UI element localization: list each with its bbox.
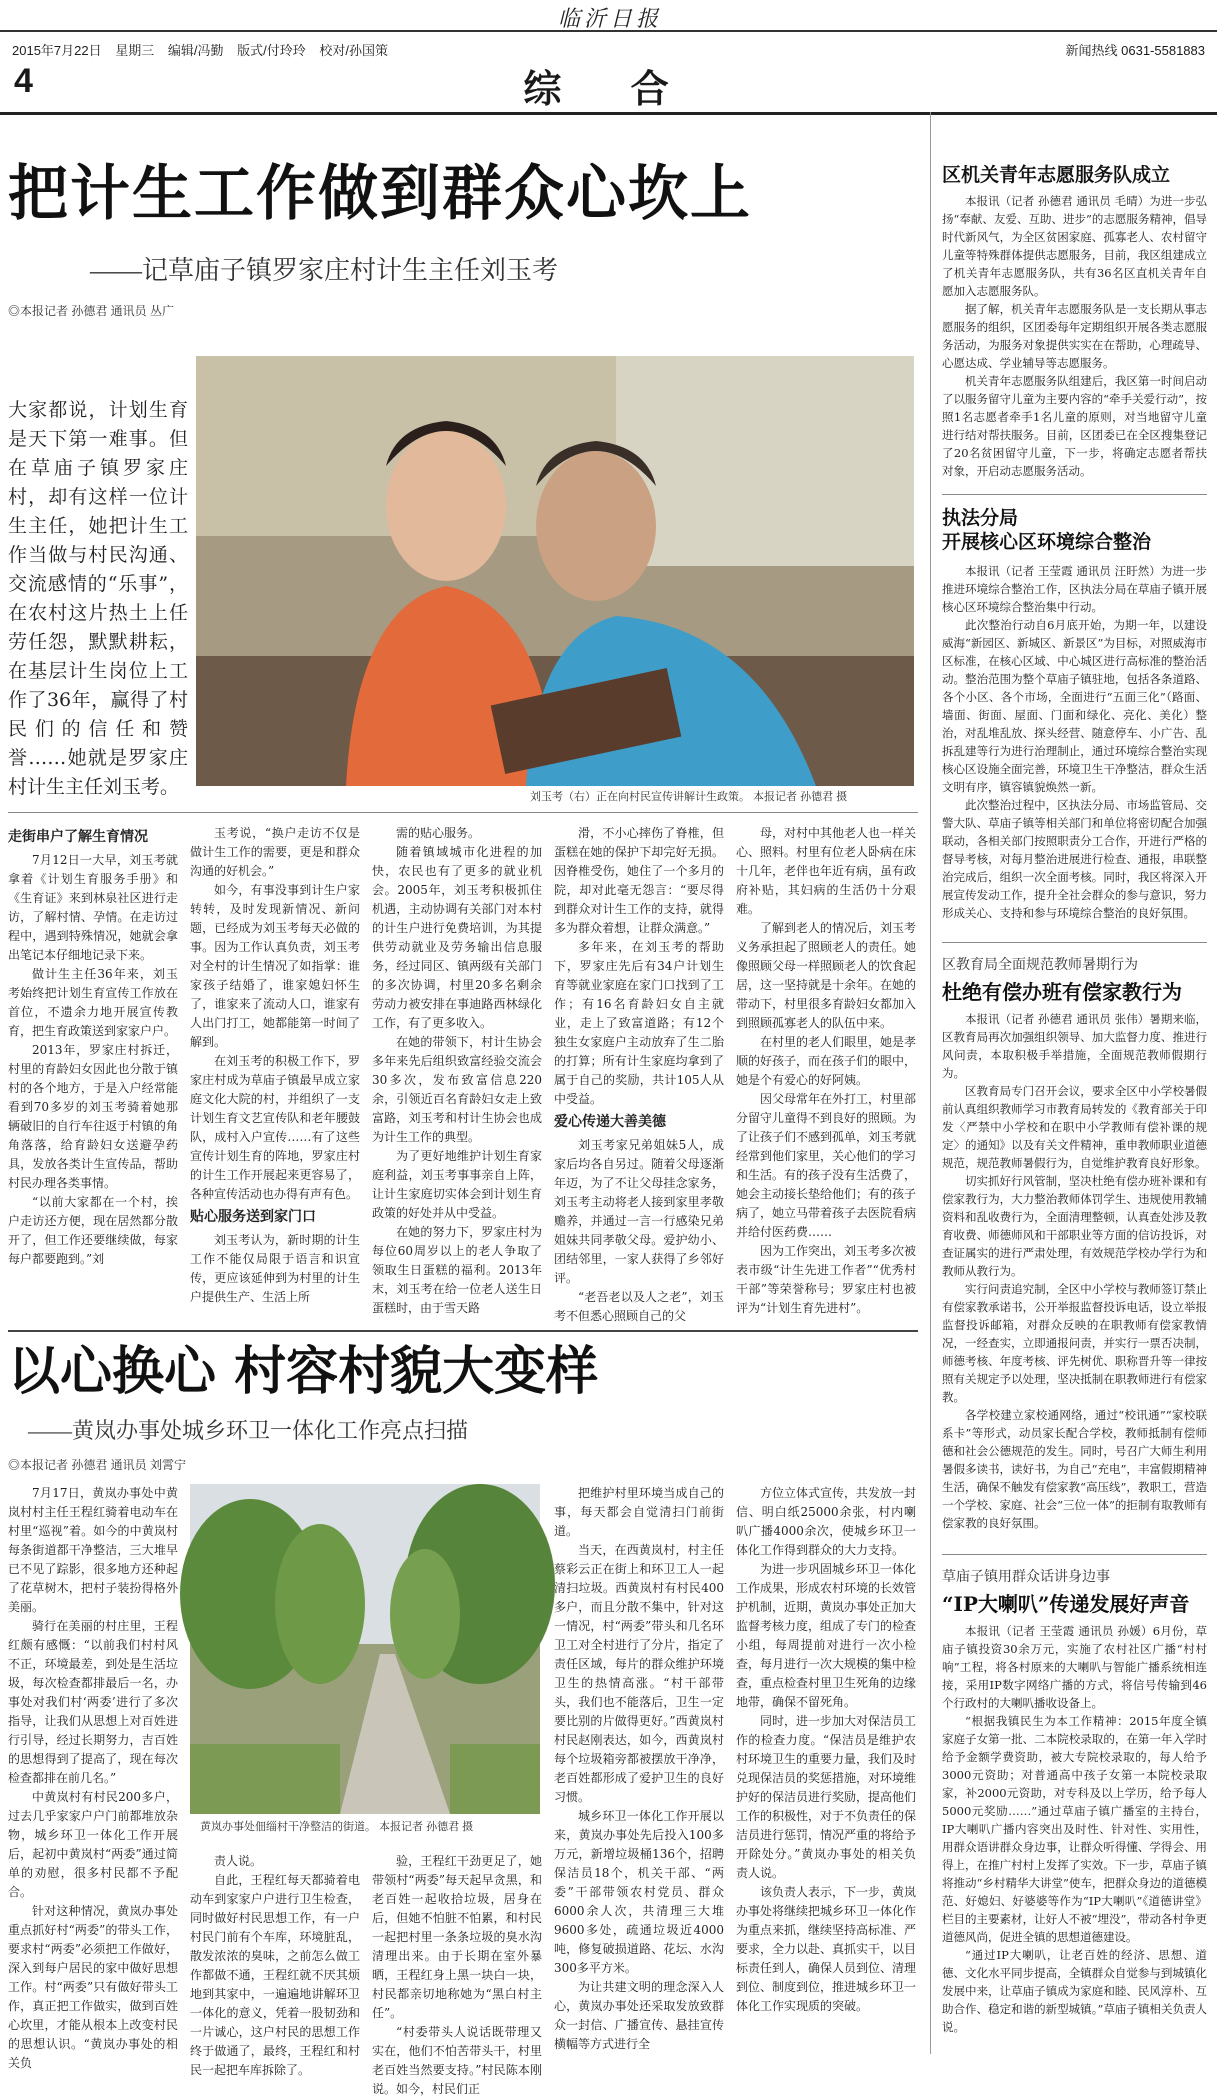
article2-subtitle: ——黄岚办事处城乡环卫一体化工作亮点扫描 <box>28 1418 469 1443</box>
article1-column-3 <box>372 824 542 1318</box>
paragraph: 随着镇域城市化进程的加快，农民也有了更多的就业机会。2005年，刘玉考积极抓住机遇，主动协调有关部门对本村的计生户进行免费培训，为其提供劳动就业及劳务输出信息服务，经过同区、镇两级有关部门的多次协调，村里20多名剩余劳动力被安排在事迪路西林绿化工作，有了更多收入。 <box>372 845 542 1030</box>
paragraph: 骑行在美丽的村庄里，王程红颇有感慨：“以前我们村村风不正，环境最差，到处是生活垃圾，每次检查都排最后一名，办事处对我们村‘两委’进行了多次指导，让我们从思想上对百姓进行引导，经过长期努力，吉百姓的思想得到了提高了，现在每次检查都排在前几名。” <box>8 1619 178 1785</box>
paragraph: 据了解，机关青年志愿服务队是一支长期从事志愿服务的组织，区团委每年定期组织开展各类志愿服务活动，为服务对象提供实实在在帮助，心理疏导、心愿达成、学业辅导等志愿服务。 <box>942 302 1207 370</box>
paragraph: 验，王程红干劲更足了，她带领村“两委”每天起早贪黑，和老百姓一起收拾垃圾，居身在后，但她不怕脏不怕累，和村民一起把村里一条条垃圾的臭水沟清理出来。由于长期在室外暴晒，王程红身上黑一块白一块，村民都亲切地称她为“黑白村主任”。 <box>372 1854 542 2020</box>
paragraph: “以前大家都在一个村，挨户走访还方便，现在居然都分散开了，但工作还要继续做，每家每户都要跑到。”刘 <box>8 1195 178 1266</box>
paragraph: 切实抓好行风管制，坚决杜绝有偿办班补课和有偿家教行为，大力整治教师体罚学生、违规使用教辅资料和乱收费行为，全面清理整顿，认真查处涉及教育收费、师德师风和干部职业等方面的信访投诉，对查证属实的进行严肃处理，有效规范学校办学行为和教师从教行为。 <box>942 1174 1207 1278</box>
article1-column-1 <box>8 824 178 1269</box>
article1-divider <box>8 812 918 813</box>
article1-lead: 大家都说，计划生育是天下第一难事。但在草庙子镇罗家庄村，却有这样一位计生主任，她把计生工作当做与村民沟通、交流感情的“乐事”，在农村这片热土上任劳任怨，默默耕耘，在基层计生岗位上工作了36年，赢得了村民们的信任和赞誉……她就是罗家庄村计生主任刘玉考。 <box>8 399 188 798</box>
paragraph: 本报讯（记者 王莹霞 通讯员 汪盱然）为进一步推进环境综合整治工作，区执法分局在草庙子镇开展核心区环境综合整治集中行动。 <box>942 564 1207 614</box>
issue-info <box>12 40 1212 59</box>
article1-photo-caption: 刘玉考（右）正在向村民宣传讲解计生政策。 本报记者 孙德君 摄 <box>530 791 848 803</box>
paragraph: 在她的努力下，罗家庄村为每位60周岁以上的老人争取了领取生日蛋糕的福利。2013年末，刘玉考在给一位老人送生日蛋糕时，由于雪天路 <box>372 1225 542 1315</box>
header-rule <box>0 112 1217 115</box>
brief1-body <box>942 192 1207 480</box>
paragraph: 方位立体式宣传，共发放一封信、明白纸25000余张，村内喇叭广播4000余次，使城乡环卫一体化工作得到群众的大力支持。 <box>736 1486 917 1557</box>
paragraph: “村委带头人说话既带理又实在，他们不怕苦带头干，村里老百姓当然要支持。”村民陈本刚说。如今，村民们正 <box>372 2025 542 2096</box>
article1-column-4 <box>554 824 724 1326</box>
paragraph: 需的贴心服务。 <box>396 826 481 840</box>
brief1-headline: 区机关青年志愿服务队成立 <box>942 164 1171 186</box>
article2-column-3 <box>372 1852 542 2096</box>
section-title: 综 合 <box>523 66 697 111</box>
brief4-body <box>942 1622 1207 2050</box>
paragraph: 责人说。 <box>214 1854 263 1868</box>
paragraph: 在她的带领下，村计生协会多年来先后组织致富经验交流会30多次，发布致富信息220余，引领近百名育龄妇女走上致富路，刘玉考和村计生协会也成为计生工作的典型。 <box>372 1035 542 1144</box>
paragraph: 本报讯（记者 王莹霞 通讯员 孙媛）6月份，草庙子镇投资30余万元，实施了农村社区广播“村村响”工程，将各村原来的大喇叭与智能广播系统相连接，采用IP数字网络广播的方式，将信号传输到46个行政村的大喇叭播收设备上。 <box>942 1624 1207 1710</box>
paragraph: 中黄岚村有村民200多户，过去几乎家家户户门前都堆放杂物，城乡环卫一体化工作开展后，起初中黄岚村“两委”通过简单的劝慰，很多村民都不予配合。 <box>8 1790 178 1899</box>
section-heading: 走街串户了解生育情况 <box>8 829 148 845</box>
paragraph: 为了更好地维护计划生育家庭利益，刘玉考事事亲自上阵，让计生家庭切实体会到计划生育政策的好处并从中受益。 <box>372 1149 542 1220</box>
paragraph: 本报讯（记者 孙德君 通讯员 张伟）暑期来临，区教育局再次加强组织领导、加大监督力度、推进行风问责，本取积极手举措施，全面规范教师假期行为。 <box>942 1012 1207 1080</box>
masthead-rule <box>0 30 1217 32</box>
newspaper-masthead: 临沂日报 <box>557 6 662 31</box>
paragraph: “根据我镇民生为本工作精神：2015年度全镇家庭子女第一批、二本院校录取的，在第一年入学时给予金额学费资助，被大专院校录取的，每人给予3000元资助；对普通高中孩子女第一本院校录取家，补2000元资助，对专科及以上学历，给予每人5000元奖励……”通过草庙子镇广播室的主持台，IP大喇叭广播内容突出及时性、针对性、实用性，用群众语讲群众身边事，让群众听得懂、学得会、用得上，在推广村村上发挥了实效。下一步，草庙子镇将推动“乡村精华大讲堂”使车，把群众身边的道德模范、好媳妇、好婆婆等作为“IP大喇叭”《道德讲堂》栏目的主要素材，让好人不被“埋没”，带动各村争更道德风尚，促进全镇的思想道德建设。 <box>942 1714 1207 1944</box>
brief-divider <box>942 494 1207 495</box>
paragraph: 做计生主任36年来，刘玉考始终把计划生育宣传工作放在首位，不遗余力地开展宣传教育，把生育政策送到家家户户。 <box>8 967 178 1038</box>
brief4-kicker: 草庙子镇用群众话讲身边事 <box>942 1569 1110 1585</box>
paragraph: 因父母常年在外打工，村里部分留守儿童得不到良好的照顾。为了让孩子们不感到孤单，刘玉考就经常到他们家里，关心他们的学习和生活。有的孩子没有生活费了，她会主动接长垫给他们；有的孩子病了，她立马带着孩子去医院看病并给付医药费…… <box>736 1092 917 1239</box>
issue-date: 2015年7月22日 <box>12 43 102 58</box>
paragraph: 自此，王程红每天都骑着电动车到家家户户进行卫生检查，同时做好村民思想工作，有一户村民门前有个车库，环境脏乱，散发浓浓的臭味，之前怎么做工作都做不通，王程红就不厌其烦地到其家中，一遍遍地讲解环卫一体化的意义，凭着一股韧劲和一片诚心，这户村民的思想工作终于做通了，最终，王程红和村民一起把车库拆除了。 <box>190 1873 360 2077</box>
paragraph: 刘玉考认为，新时期的计生工作不能仅局限于语言和识宣传，更应该延伸到为村里的计生户提供生产、生活上所 <box>190 1233 360 1304</box>
paragraph: 在村里的老人们眼里，她是孝顺的好孩子，而在孩子们的眼中，她是个有爱心的好阿姨。 <box>736 1035 917 1087</box>
paragraph: 2013年，罗家庄村拆迁，村里的育龄妇女因此也分散于镇村的各个地方，于是入户经常能看到70多岁的刘玉考骑着她那辆破旧的自行车往返于村镇的角角落落，给育龄妇女送避孕药具，发放各类计生宣传品，帮助村民办理各类事情。 <box>8 1043 178 1190</box>
photo-illustration <box>190 1484 540 1814</box>
news-hotline: 新闻热线 0631-5581883 <box>1065 43 1205 58</box>
paragraph: 城乡环卫一体化工作开展以来，黄岚办事处先后投入100多万元，新增垃圾桶136个，招聘保洁员18个，机关干部、“两委”干部带领农村党员、群众6000余人次，共清理三大堆9600多处，疏通垃圾近4000吨，修复破损道路、花坛、水沟300多平方米。 <box>554 1809 724 1975</box>
article1-photo <box>196 356 914 786</box>
brief3-kicker: 区教育局全面规范教师暑期行为 <box>942 957 1138 973</box>
paragraph: 玉考说，“换户走访不仅是做计生工作的需要，更是和群众沟通的好机会。” <box>190 826 360 878</box>
proofreader-credit: 校对/孙国策 <box>319 43 389 58</box>
section-heading: 贴心服务送到家门口 <box>190 1209 316 1225</box>
article2-top-rule <box>8 1330 918 1332</box>
brief-divider <box>942 1554 1207 1555</box>
brief2-headline-line2: 开展核心区环境综合整治 <box>942 531 1152 553</box>
paragraph: 实行问责追究制，全区中小学校与教师签订禁止有偿家教承诺书，公开举报监督投诉电话，设立举报监督投诉邮箱，对群众反映的在职教师有偿家教情况，一经查实，立即通报问责，并实行一票否决制，师德考核、年度考核、评先树优、职称晋升等一律按照有关规定予以处理，坚决抵制在职教师进行有偿家教。 <box>942 1282 1207 1404</box>
brief-divider <box>942 942 1207 943</box>
brief3-body <box>942 1010 1207 1532</box>
paragraph: 在刘玉考的积极工作下，罗家庄村成为草庙子镇最早成立家庭文化大院的村，并组织了一支计划生育文艺宣传队和老年腰鼓队，成村入户宣传……有了这些宣传计划生育的阵地，罗家庄村的计生工作开展起来更容易了，各种宣传活动也办得有声有色。 <box>190 1054 360 1201</box>
article2-column-1 <box>8 1484 178 2070</box>
paragraph: 当天，在西黄岚村，村主任蔡彩云正在街上和环卫工人一起清扫垃圾。西黄岚村有村民400多户，而且分散不集中，针对这一情况，村“两委”带头和几名环卫工对全村进行了分片，指定了责任区域，每片的群众维护环境卫生的热情高涨。“村干部带头，我们也不能落后，卫生一定要比别的片做得更好。”西黄岚村村民赵刚表达，如今，西黄岚村每个垃圾箱旁都被摆放干净净，老百姓都形成了爱护卫生的良好习惯。 <box>554 1543 724 1804</box>
issue-weekday: 星期三 <box>115 43 155 58</box>
paragraph: 该负责人表示，下一步，黄岚办事处将继续把城乡环卫一体化作为重点来抓，继续坚持高标准、严要求，全力以赴、真抓实干，以目标责任到人，确保人员到位、清理到位、制度到位，推进城乡环卫一体化工作实现质的突破。 <box>736 1885 917 2013</box>
paragraph: “通过IP大喇叭，让老百姓的经济、思想、道德、文化水平同步提高，全镇群众自觉参与到城镇化发展中来，让草庙子镇成为家庭和睦、民风淳朴、互助合作、稳定和谐的新型城镇。”草庙子镇相关负责人说。 <box>942 1948 1207 2034</box>
paragraph: 各学校建立家校通网络，通过“校讯通”“家校联系卡”等形式，动员家长配合学校，教师抵制有偿师德和社会公德规范的发生。同时，号召广大师生利用暑假多读书，读好书，为自己“充电”，丰富假期精神生活，确保不触发有偿家教“高压线”，教职工，营造一个学校、家庭、社会“三位一体”的拒制有取教师有偿家教的良好氛围。 <box>942 1408 1207 1530</box>
paragraph: 此次整治行动自6月底开始，为期一年，以建设威海“新园区、新城区、新景区”为目标，对照威海市区标准，在核心区域、中心城区进行高标准的整治活动。整治范围为整个草庙子镇驻地，包括各条道路、各个小区、各个市场，全面进行“五面三化”（路面、墙面、街面、屋面、门面和绿化、亮化、美化）整治，对乱堆乱放、探头经营、随意停车、小广告、乱拆乱建等行为进行治理制止，通过环境综合整治实现核心区设施全面完善，环境卫生干净整洁，群众生活文明有序，镇容镇貌焕然一新。 <box>942 618 1207 794</box>
brief2-body <box>942 562 1207 922</box>
paragraph: 为让共建文明的理念深入人心，黄岚办事处还采取发放致群众一封信、广播宣传、悬挂宣传横幅等方式进行全 <box>554 1980 724 2051</box>
editor-credit: 编辑/冯勤 <box>167 43 224 58</box>
paragraph: 刘玉考家兄弟姐妹5人，成家后均各自另过。随着父母逐渐年迈，为了不让父母挂念家务，刘玉考主动将老人接到家里孝敬赡养，并通过一言一行感染兄弟姐妹共同孝敬父母。爱护幼小、团结邻里，一家人获得了乡邻好评。 <box>554 1138 724 1285</box>
paragraph: 如今，有事没事到计生户家转转，及时发现新情况、新问题，已经成为刘玉考每天必做的事。因为工作认真负责，刘玉考对全村的计生情况了如指掌：谁家孩子结婚了，谁家媳妇怀生了，谁家来了流动人口，谁家有人出门打工，她都能第一时间了解到。 <box>190 883 360 1049</box>
section-heading: 爱心传递大善美德 <box>554 1114 666 1130</box>
article2-photo-caption: 黄岚办事处佃缁村干净整洁的街道。 本报记者 孙德君 摄 <box>200 1821 474 1833</box>
paragraph: 多年来，在刘玉考的帮助下，罗家庄先后有34户计划生育等就业家庭在家门口找到了工作；有16名育龄妇女自主就业，走上了致富道路；有12个独生女家庭户主动放弃了生二胎的打算；所有计生家庭均拿到了属于自己的奖励，共计105人从中受益。 <box>554 940 724 1106</box>
paragraph: 本报讯（记者 孙德君 通讯员 毛晴）为进一步弘扬“奉献、友爱、互助、进步”的志愿服务精神，倡导时代新风气，为全区贫困家庭、孤寡老人、农村留守儿童等特殊群体提供志愿服务，目前，我区组建成立了机关青年志愿服务队，共有36名区直机关青年自愿加入志愿服务队。 <box>942 194 1207 298</box>
brief3-headline: 杜绝有偿办班有偿家教行为 <box>942 980 1182 1004</box>
paragraph: 7月12日一大早，刘玉考就拿着《计划生育服务手册》和《生育证》来到林泉社区进行走访，了解村情、孕情。在走访过程中，遇到特殊情况，她就会拿出笔记本仔细地记录下来。 <box>8 853 178 962</box>
article2-byline: ◎本报记者 孙德君 通讯员 刘霄宁 <box>8 1458 187 1472</box>
paragraph: 了解到老人的情况后，刘玉考义务承担起了照顾老人的责任。她像照顾父母一样照顾老人的饮食起居，这一坚持就是十余年。在她的带动下，村里很多育龄妇女都加入到照顾孤寡老人的队伍中来。 <box>736 921 917 1030</box>
page-number: 4 <box>14 62 33 100</box>
paragraph: 母，对村中其他老人也一样关心、照料。村里有位老人卧病在床十几年，老伴也年近有病，虽有政府补贴，其妇病的生活仍十分艰难。 <box>736 826 917 916</box>
paragraph: 滑，不小心摔伤了脊椎，但蛋糕在她的保护下却完好无损。因脊椎受伤，她住了一个多月的院，却对此毫无怨言：“要尽得到群众对计生工作的支持，就得多为群众着想，让群众满意。” <box>554 826 724 935</box>
article1-column-5 <box>736 824 916 1318</box>
brief2-headline-line1: 执法分局 <box>942 507 1019 529</box>
photo-illustration <box>196 356 914 786</box>
brief2-headline <box>942 506 1207 554</box>
article2-photo <box>190 1484 540 1814</box>
article2-column-5 <box>736 1484 916 2050</box>
paragraph: 区教育局专门召开会议，要求全区中小学校暑假前认真组织教师学习市教育局转发的《教育部关于印发〈严禁中小学校和在职中小学教师有偿补课的规定〉的通知》以及有关文件精神，重申教师职业道德规范，规范教师暑假行为，自觉维护教育良好形象。 <box>942 1084 1207 1170</box>
brief4-headline: “IP大喇叭”传递发展好声音 <box>942 1592 1190 1616</box>
paragraph: 因为工作突出，刘玉考多次被表市级“计生先进工作者”“优秀村干部”等荣誉称号；罗家庄村也被评为“计划生育先进村”。 <box>736 1244 917 1315</box>
column-divider <box>930 112 931 2054</box>
paragraph: 同时，进一步加大对保洁员工作的检查力度。“保洁员是维护农村环境卫生的重要力量，我们及时兑现保洁员的奖惩措施，对环境维护好的保洁员进行奖励，提高他们工作的积极性，对于不负责任的保洁员进行惩罚，情况严重的将给予开除处分。”黄岚办事处的相关负责人说。 <box>736 1714 917 1880</box>
paragraph: 为进一步巩固城乡环卫一体化工作成果，形成农村环境的长效管护机制，近期，黄岚办事处正加大监督考核力度，组成了专门的检查小组，每周提前对进行一次小检查，每月进行一次大规模的集中检查，重点检查村里卫生死角的边缘地带，确保不留死角。 <box>736 1562 917 1709</box>
article2-headline: 以心换心 村容村貌大变样 <box>8 1341 599 1402</box>
designer-credit: 版式/付玲玲 <box>237 43 306 58</box>
article2-column-2 <box>190 1852 360 2077</box>
article2-column-4 <box>554 1484 724 2050</box>
paragraph: 机关青年志愿服务队组建后，我区第一时间启动了以服务留守儿童为主要内容的“牵手关爱行动”，按照1名志愿者牵手1名儿童的原则，对当地留守儿童进行结对帮扶服务。目前，区团委已在全区搜集登记了20名贫困留守儿童，下一步，将确定志愿者帮扶对象，开启动志愿服务活动。 <box>942 374 1207 478</box>
article1-subtitle: ——记草庙子镇罗家庄村计生主任刘玉考 <box>90 256 559 285</box>
article1-column-2 <box>190 824 360 1307</box>
paragraph: 此次整治过程中，区执法分局、市场监管局、交警大队、草庙子镇等相关部门和单位将密切配合加强联动，各相关部门按照职责分工合作，开进行严格的督导考核，对每月整治进展进行检查、通报，串联整治完成后，组织一次全面考核。同时，我区将深入开展宣传发动工作，提升全社会群众的参与意识，努力形成关心、支持和参与环境综合整治的良好氛围。 <box>942 798 1207 920</box>
article1-headline: 把计生工作做到群众心坎上 <box>8 159 752 229</box>
article1-byline: ◎本报记者 孙德君 通讯员 丛广 <box>8 304 175 318</box>
paragraph: 7月17日，黄岚办事处中黄岚村村主任王程红骑着电动车在村里“巡视”着。如今的中黄岚村每条街道都干净整洁，三大堆早已不见了踪影，很多地方还种起了花草树木，把村子装扮得格外美丽。 <box>8 1486 178 1614</box>
paragraph: “老吾老以及人之老”，刘玉考不但悉心照顾自己的父 <box>554 1290 724 1323</box>
paragraph: 把维护村里环境当成自己的事，每天都会自觉清扫门前街道。 <box>554 1486 724 1538</box>
paragraph: 针对这种情况，黄岚办事处重点抓好村“两委”的带头工作，要求村“两委”必须把工作做好，深入到每户居民的家中做好思想工作。村“两委”只有做好带头工作，真正把工作做实，做到百姓心坎里，才能从根本上改变村民的思想认识。“黄岚办事处的相关负 <box>8 1904 178 2070</box>
